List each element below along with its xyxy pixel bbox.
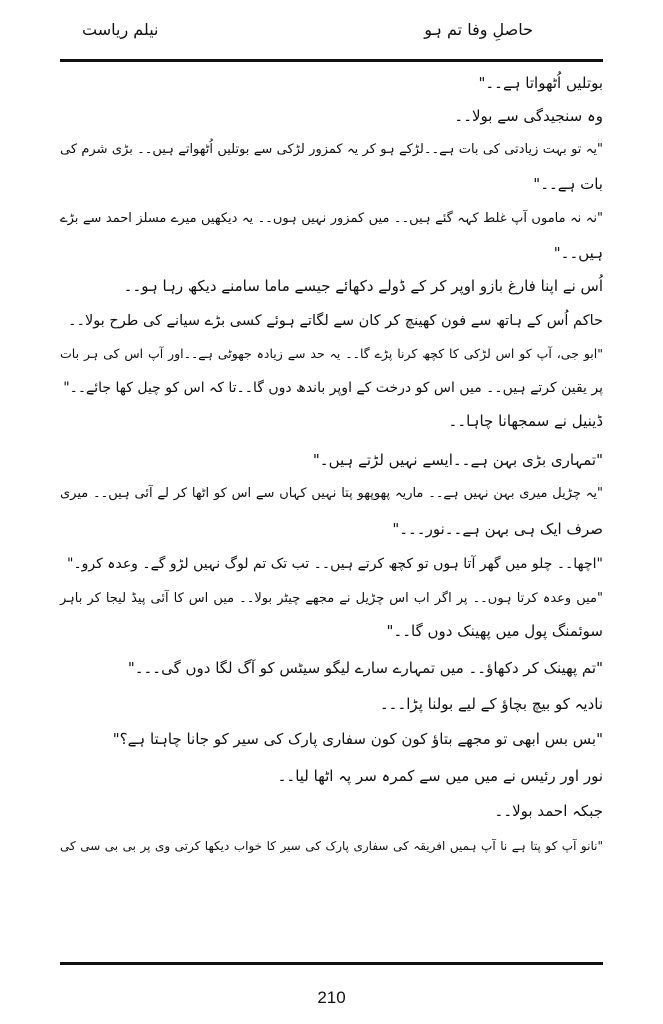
book-title: حاصلِ وفا تم ہو [424,20,533,39]
text-line: صرف ایک ہی بہن ہے۔۔نور۔۔۔" [392,520,603,538]
footer-rule [60,962,603,965]
text-line: "نہ نہ ماموں آپ غلط کہہ گئے ہیں۔۔ میں کمزور نہیں ہوں۔۔ یہ دیکھیں میرے مسلز احمد سے بڑے [60,211,603,226]
text-line: "ابو جی، آپ کو اس لڑکی کا کچھ کرنا پڑے گا۔۔ یہ حد سے زیادہ جھوٹی ہے۔۔اور آپ اس کی ہر بات [60,346,603,361]
text-line: نادیہ کو بیچ بچاؤ کے لیے بولنا پڑا۔۔۔ [379,695,603,713]
text-line: پر یقین کرتے ہیں۔۔ میں اس کو درخت کے اوپر باندھ دوں گا۔۔تا کہ اس کو چیل کھا جائے۔۔" [63,380,603,396]
text-line: "یہ چڑیل میری بہن نہیں ہے۔۔ ماریہ پھوپھو پتا نہیں کہاں سے اس کو اٹھا کر لے آئی ہیں۔۔ میری [60,486,603,501]
text-line: سوئمنگ پول میں پھینک دوں گا۔۔" [386,622,603,640]
header-rule [60,59,603,62]
text-line: "تم پھینک کر دکھاؤ۔۔ میں تمہارے سارے لیگو سیٹس کو آگ لگا دوں گی۔۔۔" [127,659,603,677]
author-name: نیلم ریاست [82,20,159,39]
text-line: "یہ تو بہت زیادتی کی بات ہے۔۔لڑکے ہو کر یہ کمزور لڑکی سے بوتلیں اُٹھواتے ہیں۔۔ بڑی شرم کی [60,142,603,157]
text-line: حاکم اُس کے ہاتھ سے فون کھینچ کر کان سے لگاتے ہوئے کسی بڑے سیانے کی طرح بولا۔۔ [68,313,603,329]
text-line: "نانو آپ کو پتا ہے نا آپ ہمیں افریقہ کی سفاری پارک کی سیر کا خواب دیکھا کرتی وی پر بی بی سی کی [60,839,603,853]
text-line: اُس نے اپنا فارغ بازو اوپر کر کے ڈولے دکھائے جیسے ماما سامنے دیکھ رہا ہو۔۔ [123,277,603,295]
text-line: وہ سنجیدگی سے بولا۔۔ [454,107,603,125]
text-line: ہیں۔۔" [553,244,603,262]
text-line: بوتلیں اُٹھواتا ہے۔۔" [478,74,603,92]
text-line: ڈینیل نے سمجھانا چاہا۔۔ [448,412,603,430]
text-line: "میں وعدہ کرتا ہوں۔۔ پر اگر اب اس چڑیل نے مجھے چیٹر بولا۔۔ میں اس کا آئی پیڈ لیجا کر باہر [60,591,603,606]
text-line: "بس بس ابھی تو مجھے بتاؤ کون کون سفاری پارک کی سیر کو جانا چاہتا ہے؟" [112,730,603,748]
text-line: بات ہے۔۔" [533,175,603,193]
running-header [60,14,603,50]
text-line: جبکہ احمد بولا۔۔ [494,802,603,820]
text-line: "اچھا۔۔ چلو میں گھر آتا ہوں تو کچھ کرتے ہیں۔۔ تب تک تم لوگ نہیں لڑو گے۔ وعدہ کرو۔" [67,556,603,572]
page-number: 210 [317,988,346,1007]
text-line: "تمہاری بڑی بہن ہے۔۔ایسے نہیں لڑتے ہیں۔" [312,451,603,469]
text-line: نور اور رئیس نے میں میں سے کمرہ سر پہ اٹھا لیا۔۔ [277,767,603,785]
